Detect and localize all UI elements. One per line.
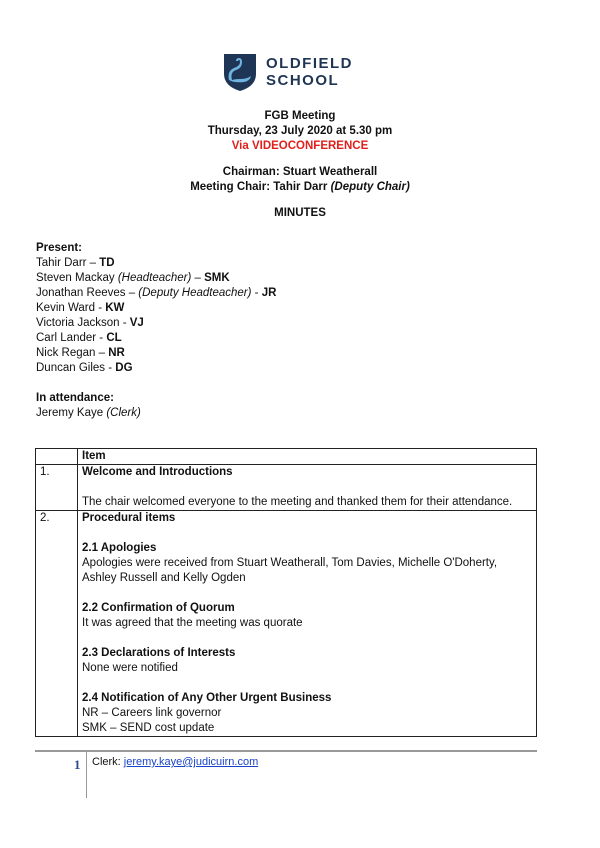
footer-label: Clerk: (92, 756, 124, 768)
present-member (36, 286, 276, 301)
minutes-heading: MINUTES (274, 207, 326, 219)
chairman-line: Chairman: Stuart Weatherall (222, 166, 378, 178)
header-num-cell (36, 449, 78, 465)
present-member (36, 361, 276, 376)
present-list (36, 256, 276, 376)
member-initials: TD (99, 257, 115, 269)
member-name: Tahir Darr (36, 257, 87, 269)
present-member (36, 316, 276, 331)
item-content (78, 465, 537, 511)
item-content (78, 511, 537, 737)
item-number: 1. (36, 465, 78, 511)
member-initials: KW (105, 302, 125, 314)
attendance-heading: In attendance: (36, 392, 114, 404)
attendance-entry (36, 406, 141, 421)
subitem-text: Apologies were received from Stuart Weatherall, Tom Davies, Michelle O'Doherty, Ashley Russell and Kelly Ogden (82, 557, 498, 584)
item-title: Welcome and Introductions (82, 466, 233, 478)
member-separator: - (119, 317, 130, 329)
member-initials: SMK (204, 272, 230, 284)
member-initials: NR (108, 347, 125, 359)
school-logo (222, 50, 362, 94)
member-initials: CL (106, 332, 122, 344)
subitem-text: It was agreed that the meeting was quorate (82, 617, 303, 629)
member-name: Carl Lander (36, 332, 97, 344)
meeting-chair-line (0, 180, 600, 195)
member-name: Steven Mackay (36, 272, 115, 284)
meeting-title: FGB Meeting (264, 110, 336, 122)
item-title: Procedural items (82, 512, 176, 524)
agenda-table (35, 448, 537, 737)
member-initials: VJ (129, 317, 144, 329)
member-separator: - (105, 362, 116, 374)
present-member (36, 256, 276, 271)
member-name: Victoria Jackson (36, 317, 120, 329)
member-initials: DG (115, 362, 133, 374)
member-separator: – (95, 347, 109, 359)
subitem-text: NR – Careers link governor (82, 707, 222, 719)
present-member (36, 271, 276, 286)
meeting-chair-name: Meeting Chair: Tahir Darr (190, 181, 328, 193)
footer-divider (35, 750, 537, 752)
present-heading: Present: (36, 242, 83, 254)
attendance-name: Jeremy Kaye (36, 407, 104, 419)
member-initials: JR (261, 287, 277, 299)
subitem-title: 2.2 Confirmation of Quorum (82, 602, 235, 614)
member-separator: – (191, 272, 205, 284)
subitem-text: None were notified (82, 662, 178, 674)
attendance-role: (Clerk) (106, 407, 141, 419)
member-name: Jonathan Reeves – (36, 287, 139, 299)
present-member (36, 301, 276, 316)
table-header-row (36, 449, 537, 465)
member-separator: - (96, 332, 107, 344)
member-separator: - (95, 302, 106, 314)
member-role: (Headteacher) (117, 272, 192, 284)
item-text: The chair welcomed everyone to the meeting and thanked them for their attendance. (82, 496, 513, 508)
footer-vertical-rule (86, 752, 87, 798)
logo-line-2: SCHOOL (266, 72, 340, 89)
clerk-email-link[interactable]: jeremy.kaye@judicuirn.com (123, 756, 259, 768)
present-member (36, 331, 276, 346)
table-row (36, 511, 537, 737)
member-name: Kevin Ward (36, 302, 96, 314)
present-member (36, 346, 276, 361)
subitem-text: SMK – SEND cost update (82, 722, 215, 734)
item-number: 2. (36, 511, 78, 737)
member-name: Duncan Giles (36, 362, 106, 374)
subitem-title: 2.1 Apologies (82, 542, 157, 554)
footer-clerk (92, 756, 258, 768)
table-row (36, 465, 537, 511)
meeting-venue: Via VIDEOCONFERENCE (231, 140, 369, 152)
meeting-header (0, 109, 600, 221)
subitem-title: 2.4 Notification of Any Other Urgent Business (82, 692, 332, 704)
member-role: (Deputy Headteacher) (138, 287, 252, 299)
page-number: 1 (74, 757, 81, 772)
member-name: Nick Regan (36, 347, 96, 359)
meeting-date: Thursday, 23 July 2020 at 5.30 pm (207, 125, 393, 137)
member-separator: - (251, 287, 262, 299)
header-item-cell: Item (78, 449, 537, 465)
present-section (36, 241, 276, 376)
member-separator: – (86, 257, 100, 269)
meeting-chair-role: (Deputy Chair) (330, 181, 410, 193)
attendance-section (36, 391, 141, 421)
logo-line-1: OLDFIELD (266, 55, 353, 72)
subitem-title: 2.3 Declarations of Interests (82, 647, 236, 659)
swan-crest-icon (222, 52, 258, 92)
